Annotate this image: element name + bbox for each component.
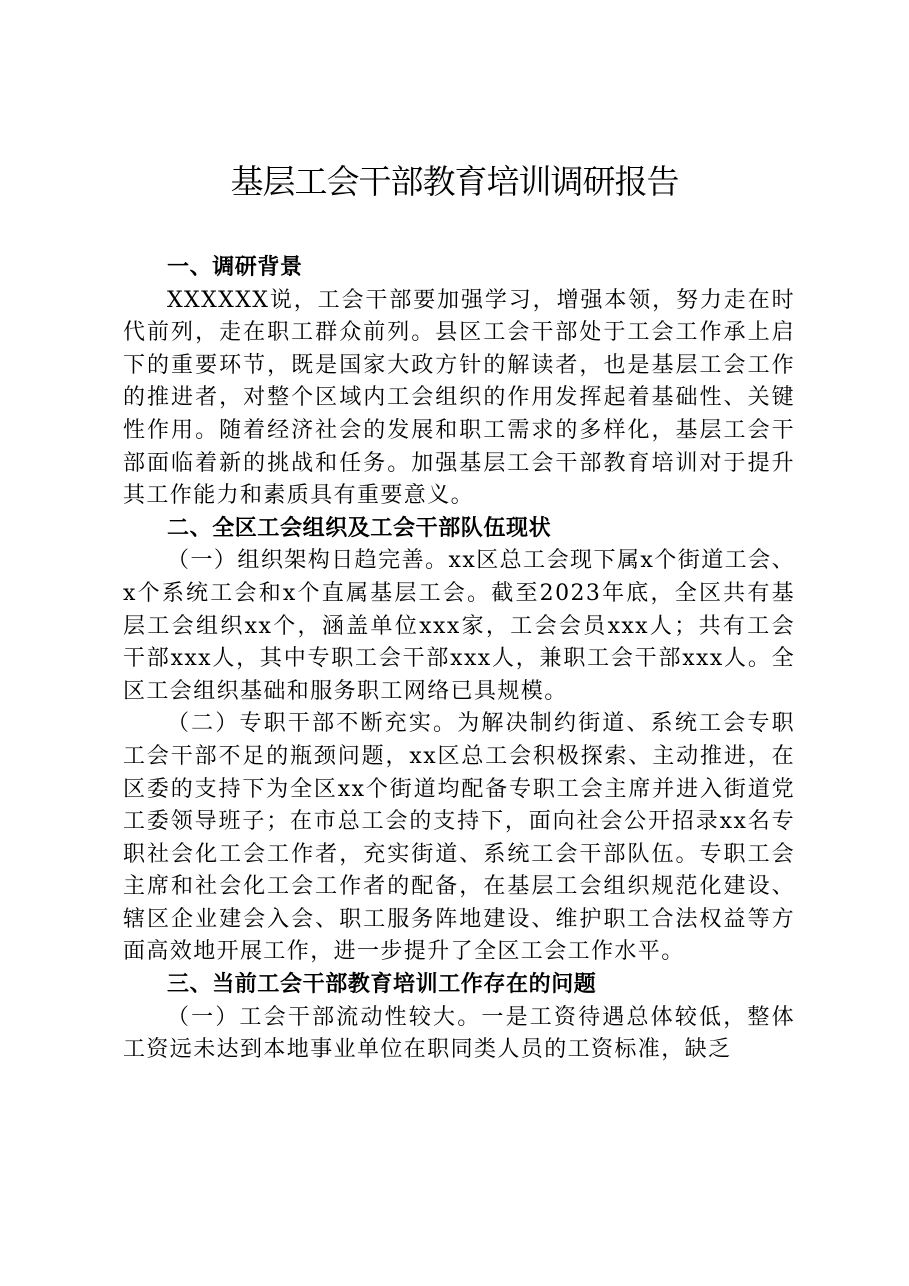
paragraph-mobility: （一）工会干部流动性较大。一是工资待遇总体较低，整体工资远未达到本地事业单位在职同类人员的工资标准，缺乏 xyxy=(123,1004,795,1063)
section-heading-status: 二、全区工会组织及工会干部队伍现状 xyxy=(167,515,552,541)
document-title: 基层工会干部教育培训调研报告 xyxy=(230,162,679,201)
paragraph-background: XXXXXX说，工会干部要加强学习，增强本领，努力走在时代前列，走在职工群众前列。县区工会干部处于工会工作承上启下的重要环节，既是国家大政方针的解读者，也是基层工会工作的推进者，对整个区域内工会组织的作用发挥起着基础性、关键性作用。随着经济社会的发展和职工需求的多样化，基层工会干部面临着新的挑战和任务。加强基层工会干部教育培训对于提升其工作能力和素质具有重要意义。 xyxy=(123,287,795,509)
document-body xyxy=(123,252,795,1067)
section-heading-background: 一、调研背景 xyxy=(167,255,303,280)
paragraph-fulltime-cadres: （二）专职干部不断充实。为解决制约街道、系统工会专职工会干部不足的瓶颈问题，xx区总工会积极探索、主动推进，在区委的支持下为全区xx个街道均配备专职工会主席并进入街道党工委领导班子；在市总工会的支持下，面向社会公开招录xx名专职社会化工会工作者，充实街道、系统工会干部队伍。专职工会主席和社会化工会工作者的配备，在基层工会组织规范化建设、辖区企业建会入会、职工服务阵地建设、维护职工合法权益等方面高效地开展工作，进一步提升了全区工会工作水平。 xyxy=(123,711,795,965)
paragraph-organization: （一）组织架构日趋完善。xx区总工会现下属x个街道工会、x个系统工会和x个直属基层工会。截至2023年底，全区共有基层工会组织xx个，涵盖单位xxx家，工会会员xxx人；共有工会干部xxx人，其中专职工会干部xxx人，兼职工会干部xxx人。全区工会组织基础和服务职工网络已具规模。 xyxy=(123,548,795,704)
section-heading-problems: 三、当前工会干部教育培训工作存在的问题 xyxy=(167,972,597,998)
